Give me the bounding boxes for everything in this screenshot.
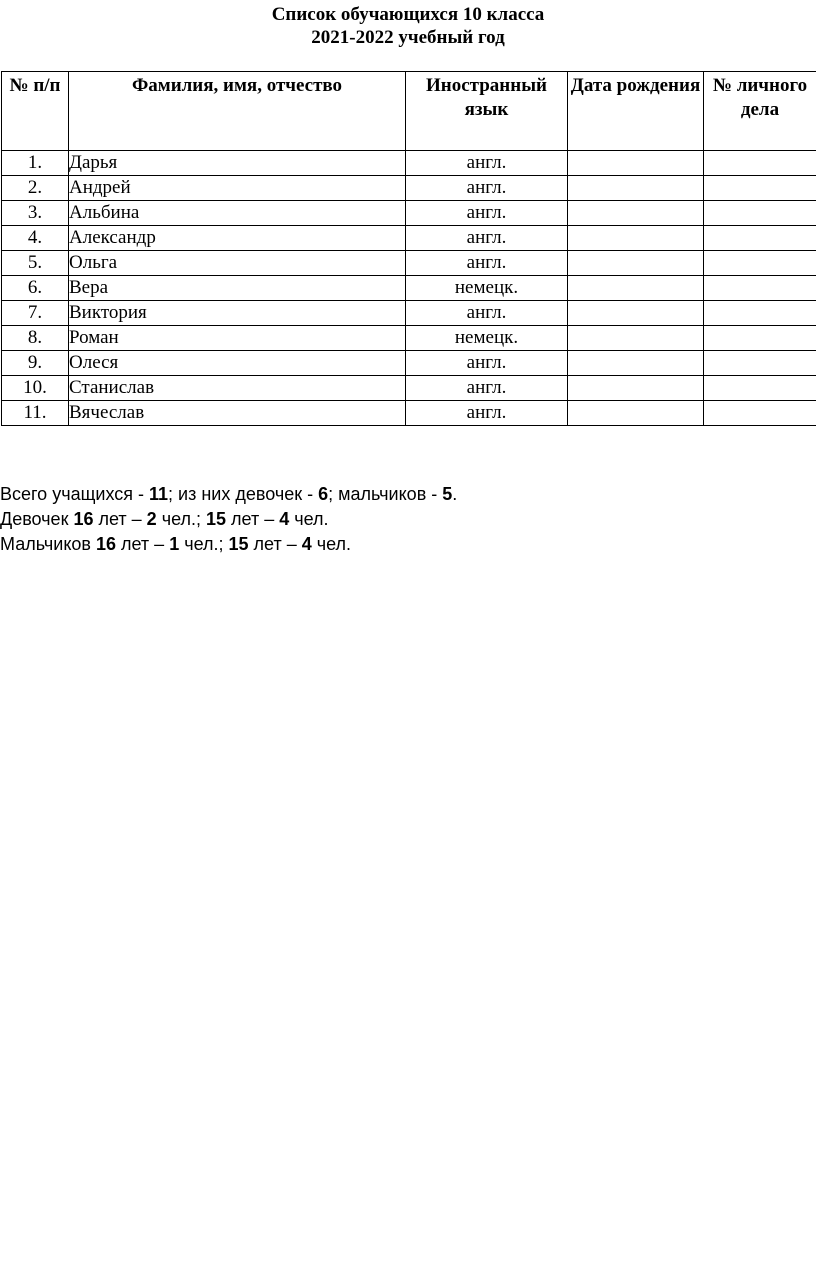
title-line-2: 2021-2022 учебный год <box>311 27 505 48</box>
foreign-language: немецк. <box>406 276 568 301</box>
file-number <box>704 376 816 401</box>
student-name: Альбина <box>69 201 406 226</box>
row-number: 1. <box>2 151 69 176</box>
row-number: 3. <box>2 201 69 226</box>
total-count: 11 <box>149 484 169 504</box>
page-title <box>0 3 816 49</box>
student-name: Александр <box>69 226 406 251</box>
birth-date <box>568 376 704 401</box>
summary-text: чел.; <box>179 534 229 554</box>
summary-text: лет – <box>93 509 147 529</box>
file-number <box>704 276 816 301</box>
column-header-file-number: № личного дела <box>704 72 816 151</box>
student-name: Вячеслав <box>69 401 406 426</box>
file-number <box>704 301 816 326</box>
table-row <box>2 276 816 301</box>
student-name: Станислав <box>69 376 406 401</box>
column-header-birth-date: Дата рождения <box>568 72 704 151</box>
summary-text: чел. <box>311 534 352 554</box>
foreign-language: немецк. <box>406 326 568 351</box>
birth-date <box>568 326 704 351</box>
table-row <box>2 376 816 401</box>
row-number: 2. <box>2 176 69 201</box>
table-row <box>2 301 816 326</box>
summary-text: лет – <box>248 534 302 554</box>
student-name: Вера <box>69 276 406 301</box>
table-row <box>2 176 816 201</box>
file-number <box>704 151 816 176</box>
birth-date <box>568 401 704 426</box>
summary-boys-line <box>0 532 457 557</box>
student-name: Олеся <box>69 351 406 376</box>
summary-girls-line <box>0 507 457 532</box>
foreign-language: англ. <box>406 401 568 426</box>
student-name: Андрей <box>69 176 406 201</box>
summary-text: чел. <box>289 509 329 529</box>
foreign-language: англ. <box>406 376 568 401</box>
table-row <box>2 326 816 351</box>
row-number: 10. <box>2 376 69 401</box>
row-number: 6. <box>2 276 69 301</box>
file-number <box>704 176 816 201</box>
student-name: Дарья <box>69 151 406 176</box>
birth-date <box>568 301 704 326</box>
girls-age-1-count: 2 <box>146 509 157 529</box>
foreign-language: англ. <box>406 176 568 201</box>
summary-text: Всего учащихся - <box>0 484 149 504</box>
column-header-foreign-language: Иностранный язык <box>406 72 568 151</box>
summary-text: Мальчиков <box>0 534 96 554</box>
summary-text: . <box>452 484 458 504</box>
birth-date <box>568 176 704 201</box>
row-number: 4. <box>2 226 69 251</box>
foreign-language: англ. <box>406 251 568 276</box>
student-name: Ольга <box>69 251 406 276</box>
file-number <box>704 251 816 276</box>
student-name: Виктория <box>69 301 406 326</box>
student-table <box>1 71 816 426</box>
file-number <box>704 351 816 376</box>
girls-age-2-count: 4 <box>279 509 290 529</box>
summary-text: ; мальчиков - <box>328 484 443 504</box>
summary-text: Девочек <box>0 509 74 529</box>
foreign-language: англ. <box>406 151 568 176</box>
file-number <box>704 401 816 426</box>
birth-date <box>568 276 704 301</box>
title-line-1: Список обучающихся 10 класса <box>271 4 545 25</box>
table-row <box>2 251 816 276</box>
summary-text: лет – <box>116 534 170 554</box>
row-number: 8. <box>2 326 69 351</box>
birth-date <box>568 251 704 276</box>
birth-date <box>568 151 704 176</box>
file-number <box>704 326 816 351</box>
column-header-number: № п/п <box>2 72 69 151</box>
summary-text: ; из них девочек - <box>168 484 319 504</box>
boys-age-1: 16 <box>95 534 116 554</box>
table-row <box>2 201 816 226</box>
summary-total-line <box>0 482 457 507</box>
foreign-language: англ. <box>406 301 568 326</box>
boys-count: 5 <box>442 484 453 504</box>
file-number <box>704 201 816 226</box>
foreign-language: англ. <box>406 351 568 376</box>
row-number: 7. <box>2 301 69 326</box>
table-row <box>2 401 816 426</box>
table-body <box>2 151 816 426</box>
row-number: 11. <box>2 401 69 426</box>
girls-age-2: 15 <box>206 509 227 529</box>
birth-date <box>568 201 704 226</box>
column-header-full-name: Фамилия, имя, отчество <box>69 72 406 151</box>
file-number <box>704 226 816 251</box>
row-number: 9. <box>2 351 69 376</box>
table-header-row <box>2 72 816 151</box>
foreign-language: англ. <box>406 201 568 226</box>
table-row <box>2 351 816 376</box>
summary-text: чел.; <box>156 509 206 529</box>
summary <box>0 482 457 557</box>
student-name: Роман <box>69 326 406 351</box>
birth-date <box>568 351 704 376</box>
row-number: 5. <box>2 251 69 276</box>
girls-age-1: 16 <box>73 509 94 529</box>
summary-text: лет – <box>226 509 280 529</box>
table-row <box>2 151 816 176</box>
girls-count: 6 <box>318 484 329 504</box>
birth-date <box>568 226 704 251</box>
table-row <box>2 226 816 251</box>
boys-age-1-count: 1 <box>169 534 180 554</box>
boys-age-2-count: 4 <box>301 534 312 554</box>
boys-age-2: 15 <box>228 534 249 554</box>
foreign-language: англ. <box>406 226 568 251</box>
